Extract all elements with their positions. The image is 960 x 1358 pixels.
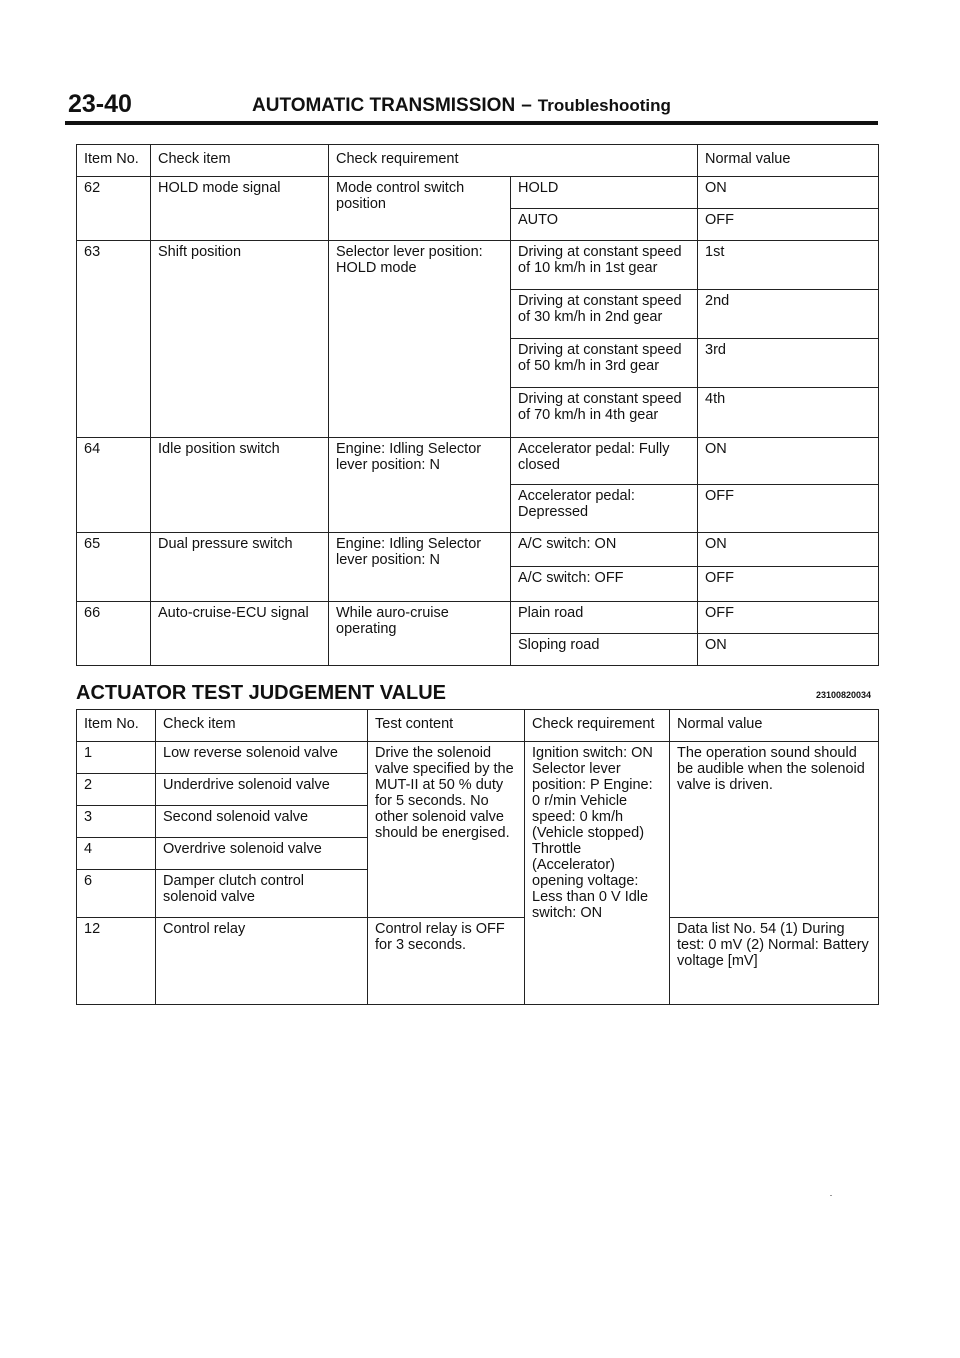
table-row [77,241,879,290]
condition: Driving at constant speed of 50 km/h in 3rd gear [511,339,698,388]
test-content: Control relay is OFF for 3 seconds. [368,918,525,1005]
check-item: Dual pressure switch [151,532,329,601]
normal-value: 1st [698,241,879,290]
condition: Driving at constant speed of 30 km/h in 2nd gear [511,290,698,339]
item-no: 62 [77,177,151,241]
check-requirement: Mode control switch position [329,177,511,241]
normal-value: 3rd [698,339,879,388]
header-rule [65,121,878,125]
item-no: 63 [77,241,151,437]
condition: HOLD [511,177,698,209]
item-no: 3 [77,806,156,838]
condition: A/C switch: ON [511,532,698,566]
header-test-content: Test content [368,710,525,742]
test-content: Drive the solenoid valve specified by the MUT-II at 50 % duty for 5 seconds. No other solenoid valve should be energised. [368,742,525,918]
header-item-no: Item No. [77,145,151,177]
item-no: 12 [77,918,156,1005]
check-item: Idle position switch [151,437,329,532]
check-item: Low reverse solenoid valve [156,742,368,774]
scan-speck [830,1195,832,1196]
page-number: 23-40 [68,90,132,118]
check-item: Overdrive solenoid valve [156,838,368,870]
item-no: 66 [77,601,151,665]
table-row [77,532,879,566]
check-item: Shift position [151,241,329,437]
header-normal-value: Normal value [670,710,879,742]
item-no: 4 [77,838,156,870]
header-check-item: Check item [156,710,368,742]
chapter-name: AUTOMATIC TRANSMISSION [252,95,516,116]
item-no: 1 [77,742,156,774]
normal-value: ON [698,177,879,209]
condition: AUTO [511,209,698,241]
section-title: ACTUATOR TEST JUDGEMENT VALUE [76,682,447,704]
normal-value: Data list No. 54 (1) During test: 0 mV (2) Normal: Battery voltage [mV] [670,918,879,1005]
normal-value: ON [698,437,879,484]
condition: Plain road [511,601,698,633]
check-requirement: Selector lever position: HOLD mode [329,241,511,437]
header-normal-value: Normal value [698,145,879,177]
check-requirement: Ignition switch: ON Selector lever position: P Engine: 0 r/min Vehicle speed: 0 km/h (Vehicle stopped) Throttle (Accelerator) opening voltage: Less than 0 V Idle switch: ON [525,742,670,1005]
check-item: Second solenoid valve [156,806,368,838]
check-item: Control relay [156,918,368,1005]
normal-value: ON [698,532,879,566]
table-header-row [77,145,879,177]
item-no: 6 [77,870,156,918]
table-header-row [77,710,879,742]
chapter-subtitle: Troubleshooting [537,96,671,115]
normal-value: 2nd [698,290,879,339]
table-row [77,177,879,209]
normal-value: ON [698,633,879,665]
table-row [77,918,879,1005]
check-item: Auto-cruise-ECU signal [151,601,329,665]
table-row [77,437,879,484]
header-check-requirement: Check requirement [525,710,670,742]
normal-value: The operation sound should be audible when the solenoid valve is driven. [670,742,879,918]
condition: A/C switch: OFF [511,566,698,601]
figure-code: 23100820034 [816,690,872,700]
check-item: Underdrive solenoid valve [156,774,368,806]
normal-value: OFF [698,484,879,532]
normal-value: OFF [698,566,879,601]
condition: Driving at constant speed of 70 km/h in 4th gear [511,388,698,437]
check-item: Damper clutch control solenoid valve [156,870,368,918]
normal-value: OFF [698,601,879,633]
check-requirement: While auro-cruise operating [329,601,511,665]
condition: Accelerator pedal: Depressed [511,484,698,532]
actuator-table [76,709,879,1005]
item-no: 65 [77,532,151,601]
condition: Sloping road [511,633,698,665]
chapter-title [252,95,671,117]
header-item-no: Item No. [77,710,156,742]
table-row [77,601,879,633]
header-check-item: Check item [151,145,329,177]
check-table [76,144,879,666]
item-no: 64 [77,437,151,532]
table-row [77,742,879,774]
check-item: HOLD mode signal [151,177,329,241]
check-requirement: Engine: Idling Selector lever position: N [329,532,511,601]
condition: Driving at constant speed of 10 km/h in 1st gear [511,241,698,290]
normal-value: 4th [698,388,879,437]
title-dash: – [521,95,532,116]
check-requirement: Engine: Idling Selector lever position: N [329,437,511,532]
normal-value: OFF [698,209,879,241]
item-no: 2 [77,774,156,806]
condition: Accelerator pedal: Fully closed [511,437,698,484]
header-check-requirement: Check requirement [329,145,698,177]
